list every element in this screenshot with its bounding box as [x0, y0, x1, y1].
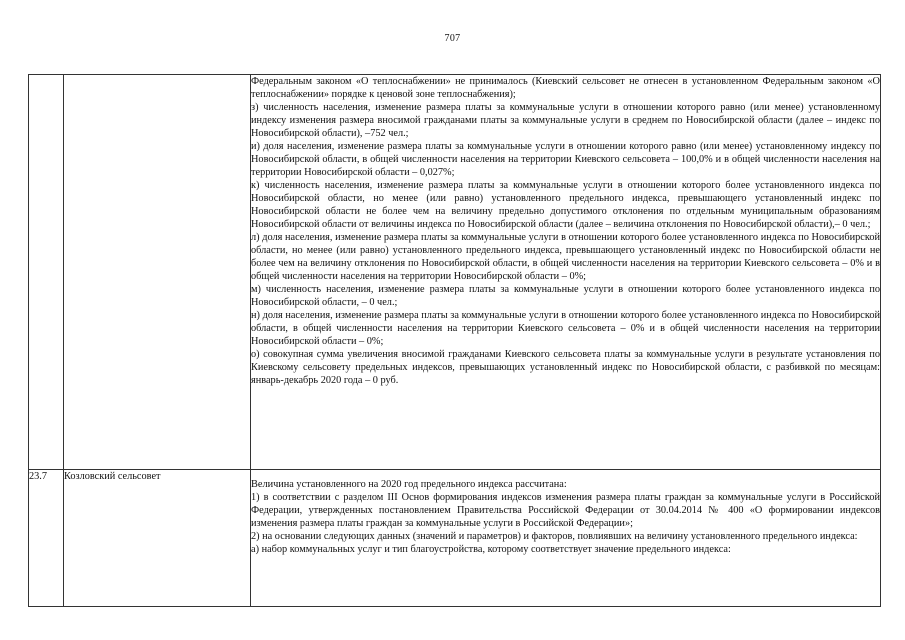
table-row	[29, 470, 881, 607]
paragraph: к) численность населения, изменение размера платы за коммунальные услуги в отношении которого более установленного индекса по Новосибирской области, но менее (или равно) установленного предельного индекса, превышающего установленный индекс по Новосибирской области не более чем на величину предельно допустимого отклонения по отдельным муниципальным образованиям Новосибирской области от величины индекса по Новосибирской области (далее – величина отклонения по Новосибирской области),– 0 чел.;	[251, 180, 880, 230]
row-number-cell: 23.7	[29, 470, 64, 607]
municipality-name-cell: Козловский сельсовет	[64, 470, 251, 607]
row-number-cell	[29, 75, 64, 470]
paragraph: м) численность населения, изменение размера платы за коммунальные услуги в отношении которого более установленного индекса по Новосибирской области, – 0 чел.;	[251, 284, 880, 308]
municipality-name-cell	[64, 75, 251, 470]
description-cell	[251, 75, 881, 470]
paragraph: а) набор коммунальных услуг и тип благоустройства, которому соответствует значение предельного индекса:	[251, 544, 731, 555]
paragraph: 1) в соответствии с разделом III Основ формирования индексов изменения размера платы граждан за коммунальные услуги в Российской Федерации, утвержденных постановлением Правительства Российской Федерации от 30.04.2014 № 400 «О формировании индексов изменения размера платы граждан за коммунальные услуги в Российской Федерации»;	[251, 492, 880, 529]
table-row	[29, 75, 881, 470]
paragraph: 2) на основании следующих данных (значений и параметров) и факторов, повлиявших на величину установленного предельного индекса:	[251, 531, 858, 542]
paragraph: о) совокупная сумма увеличения вносимой гражданами Киевского сельсовета платы за коммунальные услуги в результате установления по Киевскому сельсовету предельных индексов, превышающих установленный индекс по Новосибирской области, с разбивкой по месяцам: январь-декабрь 2020 года – 0 руб.	[251, 349, 880, 386]
page-number: 707	[444, 33, 461, 44]
paragraph: л) доля населения, изменение размера платы за коммунальные услуги в отношении которого более установленного индекса по Новосибирской области, но менее (или равно) установленного предельного индекса, превышающего установленный индекс по Новосибирской области не более чем на величину отклонения по Новосибирской области, в общей численности населения на территории Киевского сельсовета – 0% и в общей численности населения на территории Новосибирской области – 0%;	[251, 232, 880, 282]
paragraph: и) доля населения, изменение размера платы за коммунальные услуги в отношении которого равно (или менее) установленному индексу по Новосибирской области, в общей численности населения на территории Киевского сельсовета – 100,0% и в общей численности населения на территории Новосибирской области – 0,027%;	[251, 141, 880, 178]
paragraph: Величина установленного на 2020 год предельного индекса рассчитана:	[251, 479, 567, 490]
paragraph: Федеральным законом «О теплоснабжении» не принималось (Киевский сельсовет не отнесен в установленном Федеральным законом «О теплоснабжении» порядке к ценовой зоне теплоснабжения);	[251, 76, 880, 100]
description-cell	[251, 470, 881, 607]
paragraph: з) численность населения, изменение размера платы за коммунальные услуги в отношении которого равно (или менее) установленному индексу изменения размера вносимой гражданами платы за коммунальные услуги в среднем по Новосибирской области (далее – индекс по Новосибирской области), –752 чел.;	[251, 102, 880, 139]
index-table	[28, 74, 881, 607]
paragraph: н) доля населения, изменение размера платы за коммунальные услуги в отношении которого более установленного индекса по Новосибирской области, в общей численности населения на территории Киевского сельсовета – 0% и в общей численности населения на территории Новосибирской области – 0%;	[251, 310, 880, 347]
